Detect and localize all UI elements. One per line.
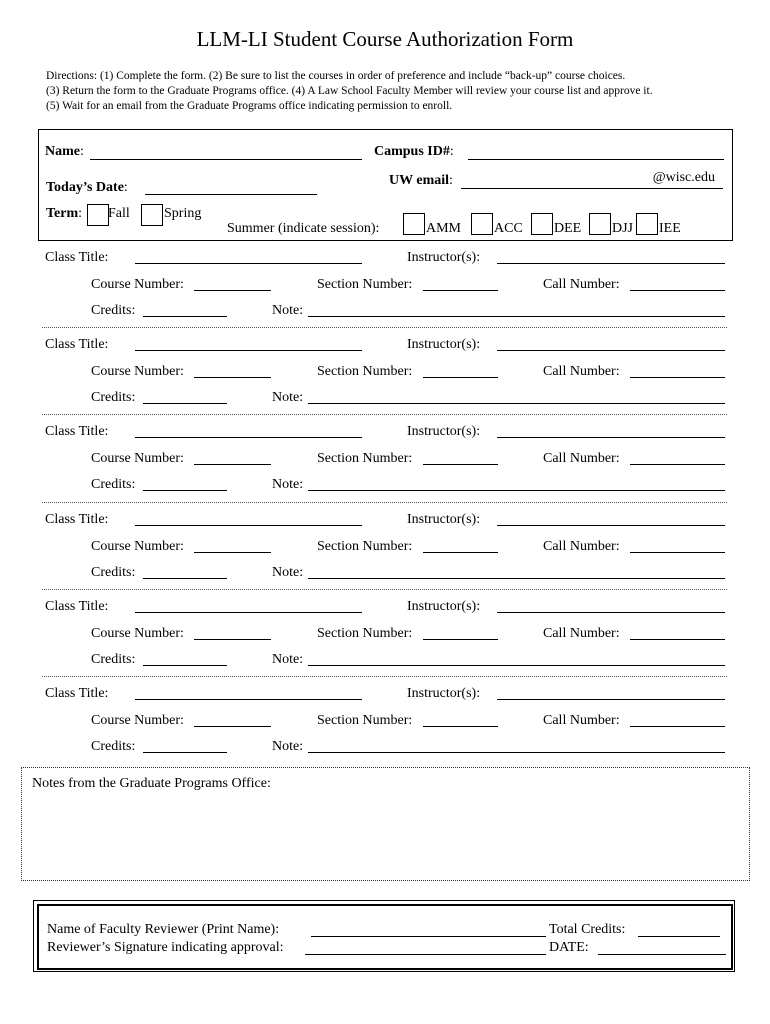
section-number-field[interactable]	[423, 377, 498, 378]
call-number-label: Call Number:	[543, 539, 620, 554]
class-title-field[interactable]	[135, 612, 362, 613]
class-title-field[interactable]	[135, 699, 362, 700]
todays-date-field[interactable]	[145, 194, 317, 195]
session-iee-label: IEE	[659, 221, 681, 236]
term-spring-label: Spring	[164, 206, 202, 221]
call-number-label: Call Number:	[543, 713, 620, 728]
term-label: Term:	[46, 206, 83, 221]
note-label: Note:	[272, 565, 304, 580]
course-number-label: Course Number:	[91, 364, 184, 379]
class-title-label: Class Title:	[45, 337, 109, 352]
reviewer-inner-frame	[37, 904, 733, 970]
credits-label: Credits:	[91, 477, 136, 492]
name-label: Name:	[45, 144, 84, 159]
note-label: Note:	[272, 390, 304, 405]
instructors-field[interactable]	[497, 437, 725, 438]
instructors-field[interactable]	[497, 612, 725, 613]
term-spring-checkbox[interactable]	[141, 204, 163, 226]
total-credits-field[interactable]	[638, 936, 720, 937]
class-title-field[interactable]	[135, 437, 362, 438]
call-number-field[interactable]	[630, 639, 725, 640]
class-title-field[interactable]	[135, 525, 362, 526]
todays-date-label: Today’s Date:	[46, 180, 128, 195]
section-number-label: Section Number:	[317, 364, 413, 379]
instructors-label: Instructor(s):	[407, 337, 481, 352]
campus-id-field[interactable]	[468, 159, 724, 160]
section-number-field[interactable]	[423, 552, 498, 553]
course-block	[0, 686, 770, 766]
call-number-field[interactable]	[630, 726, 725, 727]
credits-field[interactable]	[143, 490, 227, 491]
course-divider	[42, 502, 727, 503]
note-field[interactable]	[308, 665, 725, 666]
note-label: Note:	[272, 303, 304, 318]
course-block	[0, 337, 770, 417]
class-title-field[interactable]	[135, 263, 362, 264]
instructors-label: Instructor(s):	[407, 686, 481, 701]
course-divider	[42, 589, 727, 590]
call-number-label: Call Number:	[543, 626, 620, 641]
note-field[interactable]	[308, 403, 725, 404]
course-number-field[interactable]	[194, 290, 271, 291]
course-divider	[42, 327, 727, 328]
session-amm-label: AMM	[426, 221, 462, 236]
note-field[interactable]	[308, 578, 725, 579]
email-suffix: @wisc.edu	[652, 170, 715, 185]
directions-line-1: Directions: (1) Complete the form. (2) Be sure to list the courses in order of preference and include “back-up” course choices.	[46, 70, 626, 82]
section-number-field[interactable]	[423, 639, 498, 640]
term-fall-checkbox[interactable]	[87, 204, 109, 226]
credits-label: Credits:	[91, 390, 136, 405]
faculty-reviewer-name-field[interactable]	[311, 936, 546, 937]
course-divider	[42, 676, 727, 677]
section-number-label: Section Number:	[317, 626, 413, 641]
note-field[interactable]	[308, 752, 725, 753]
session-djj-label: DJJ	[612, 221, 634, 236]
course-block	[0, 250, 770, 330]
campus-id-label: Campus ID#:	[374, 144, 454, 159]
instructors-label: Instructor(s):	[407, 599, 481, 614]
section-number-field[interactable]	[423, 726, 498, 727]
directions-line-3: (5) Wait for an email from the Graduate Programs office indicating permission to enroll.	[46, 100, 453, 112]
session-amm-checkbox[interactable]	[403, 213, 425, 235]
session-dee-checkbox[interactable]	[531, 213, 553, 235]
session-djj-checkbox[interactable]	[589, 213, 611, 235]
class-title-label: Class Title:	[45, 424, 109, 439]
section-number-label: Section Number:	[317, 713, 413, 728]
class-title-label: Class Title:	[45, 512, 109, 527]
session-dee-label: DEE	[554, 221, 582, 236]
note-field[interactable]	[308, 490, 725, 491]
course-number-label: Course Number:	[91, 713, 184, 728]
call-number-field[interactable]	[630, 290, 725, 291]
note-label: Note:	[272, 477, 304, 492]
name-field[interactable]	[90, 159, 362, 160]
class-title-label: Class Title:	[45, 599, 109, 614]
term-fall-label: Fall	[108, 206, 130, 221]
class-title-label: Class Title:	[45, 686, 109, 701]
office-notes-label: Notes from the Graduate Programs Office:	[32, 776, 271, 791]
instructors-field[interactable]	[497, 263, 725, 264]
reviewer-box	[33, 900, 735, 972]
credits-field[interactable]	[143, 578, 227, 579]
reviewer-signature-field[interactable]	[305, 954, 546, 955]
section-number-field[interactable]	[423, 290, 498, 291]
call-number-field[interactable]	[630, 552, 725, 553]
instructors-field[interactable]	[497, 525, 725, 526]
credits-label: Credits:	[91, 739, 136, 754]
uw-email-field[interactable]	[461, 170, 723, 189]
session-acc-checkbox[interactable]	[471, 213, 493, 235]
credits-field[interactable]	[143, 752, 227, 753]
office-notes-box[interactable]	[21, 767, 750, 881]
credits-field[interactable]	[143, 403, 227, 404]
class-title-label: Class Title:	[45, 250, 109, 265]
call-number-label: Call Number:	[543, 364, 620, 379]
call-number-field[interactable]	[630, 377, 725, 378]
credits-field[interactable]	[143, 665, 227, 666]
section-number-label: Section Number:	[317, 277, 413, 292]
section-number-label: Section Number:	[317, 539, 413, 554]
instructors-label: Instructor(s):	[407, 424, 481, 439]
note-label: Note:	[272, 739, 304, 754]
course-number-field[interactable]	[194, 639, 271, 640]
course-number-field[interactable]	[194, 464, 271, 465]
faculty-reviewer-name-label: Name of Faculty Reviewer (Print Name):	[47, 922, 280, 937]
session-acc-label: ACC	[494, 221, 523, 236]
directions-line-2: (3) Return the form to the Graduate Programs office. (4) A Law School Faculty Member will review your course list and approve it.	[46, 85, 653, 97]
instructors-field[interactable]	[497, 699, 725, 700]
course-divider	[42, 414, 727, 415]
course-number-field[interactable]	[194, 552, 271, 553]
instructors-label: Instructor(s):	[407, 250, 481, 265]
course-number-label: Course Number:	[91, 626, 184, 641]
note-label: Note:	[272, 652, 304, 667]
call-number-label: Call Number:	[543, 451, 620, 466]
instructors-field[interactable]	[497, 350, 725, 351]
course-block	[0, 512, 770, 592]
credits-label: Credits:	[91, 565, 136, 580]
class-title-field[interactable]	[135, 350, 362, 351]
section-number-label: Section Number:	[317, 451, 413, 466]
reviewer-date-label: DATE:	[549, 940, 589, 955]
course-block	[0, 599, 770, 679]
course-number-label: Course Number:	[91, 539, 184, 554]
call-number-label: Call Number:	[543, 277, 620, 292]
section-number-field[interactable]	[423, 464, 498, 465]
credits-label: Credits:	[91, 303, 136, 318]
credits-label: Credits:	[91, 652, 136, 667]
reviewer-date-field[interactable]	[598, 954, 726, 955]
total-credits-label: Total Credits:	[549, 922, 626, 937]
course-number-field[interactable]	[194, 726, 271, 727]
course-number-label: Course Number:	[91, 277, 184, 292]
uw-email-label: UW email:	[389, 173, 453, 188]
call-number-field[interactable]	[630, 464, 725, 465]
reviewer-signature-label: Reviewer’s Signature indicating approval:	[47, 940, 284, 955]
summer-session-label: Summer (indicate session):	[227, 221, 380, 236]
instructors-label: Instructor(s):	[407, 512, 481, 527]
session-iee-checkbox[interactable]	[636, 213, 658, 235]
form-title: LLM-LI Student Course Authorization Form	[196, 27, 574, 51]
credits-field[interactable]	[143, 316, 227, 317]
course-number-label: Course Number:	[91, 451, 184, 466]
course-number-field[interactable]	[194, 377, 271, 378]
course-block	[0, 424, 770, 504]
note-field[interactable]	[308, 316, 725, 317]
